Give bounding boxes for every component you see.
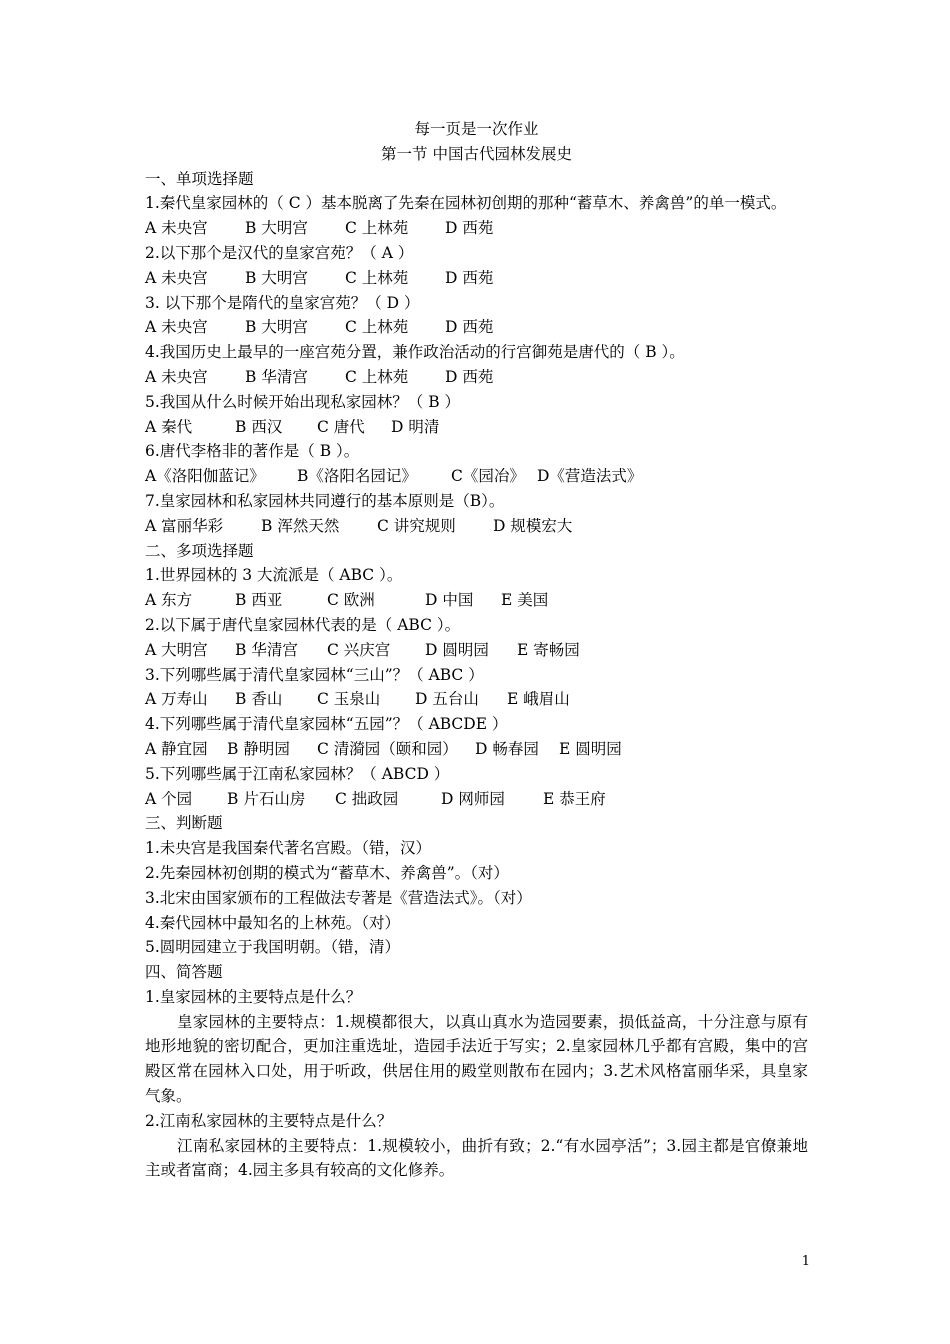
options-row xyxy=(145,737,808,762)
option: A 东方 xyxy=(145,591,193,610)
options-row xyxy=(145,315,808,340)
question-text: 6.唐代李格非的著作是（ B ）。 xyxy=(145,442,360,461)
options-row xyxy=(145,588,808,613)
option: C 玉泉山 xyxy=(317,690,381,709)
option: B《洛阳名园记》 xyxy=(297,467,417,486)
option: A 大明宫 xyxy=(145,640,208,659)
options-row xyxy=(145,638,808,663)
section-heading-single-choice: 一、单项选择题 xyxy=(145,169,254,188)
option: A《洛阳伽蓝记》 xyxy=(145,467,265,486)
option: C 拙政园 xyxy=(335,789,399,808)
option: E 寄畅园 xyxy=(517,640,580,659)
option: A 未央宫 xyxy=(145,219,208,238)
option: E 峨眉山 xyxy=(507,690,570,709)
options-row xyxy=(145,415,808,440)
section-heading-multiple-choice: 二、多项选择题 xyxy=(145,541,254,560)
option: D 五台山 xyxy=(415,690,479,709)
option: E 美国 xyxy=(501,591,549,610)
doc-header-line1: 每一页是一次作业 xyxy=(414,120,539,138)
options-row xyxy=(145,687,808,712)
question-text: 2.以下属于唐代皇家园林代表的是（ ABC ）。 xyxy=(145,615,461,634)
judgement-item: 1.未央宫是我国秦代著名宫殿。（错，汉） xyxy=(145,839,432,858)
option: C《园冶》 xyxy=(451,467,525,486)
option: A 静宜园 xyxy=(145,739,208,758)
option: D 规模宏大 xyxy=(493,516,573,535)
option: B 大明宫 xyxy=(245,318,308,337)
option: B 片石山房 xyxy=(227,789,306,808)
question-text: 1.秦代皇家园林的（ C ）基本脱离了先秦在园林初创期的那种“蓄草木、养禽兽”的单一模式。 xyxy=(145,194,787,213)
option: B 西亚 xyxy=(235,591,283,610)
question-text: 2.江南私家园林的主要特点是什么？ xyxy=(145,1111,393,1130)
option: D 网师园 xyxy=(441,789,505,808)
answer-paragraph: 皇家园林的主要特点：1.规模都很大，以真山真水为造园要素，损低益高，十分注意与原有地形地貌的密切配合，更加注重选址，造园手法近于写实；2.皇家园林几乎都有宫殿，集中的宫殿区常在园林入口处，用于听政，供居住用的殿堂则散布在园内；3.艺术风格富丽华采，具皇家气象。 xyxy=(145,1012,808,1106)
option: C 清漪园（颐和园） xyxy=(317,739,458,758)
option: C 上林苑 xyxy=(345,268,409,287)
option: A 万寿山 xyxy=(145,690,208,709)
judgement-item: 3.北宋由国家颁布的工程做法专著是《营造法式》。（对） xyxy=(145,888,532,907)
option: D 西苑 xyxy=(445,318,494,337)
option: E 圆明园 xyxy=(559,739,622,758)
options-row xyxy=(145,216,808,241)
question-text: 5.我国从什么时候开始出现私家园林？（ B ） xyxy=(145,392,461,411)
judgement-item: 2.先秦园林初创期的模式为“蓄草木、养禽兽”。（对） xyxy=(145,863,509,882)
option: C 兴庆宫 xyxy=(327,640,391,659)
options-row xyxy=(145,266,808,291)
option: B 华清宫 xyxy=(245,367,308,386)
question-text: 4.下列哪些属于清代皇家园林“五园”？（ ABCDE ） xyxy=(145,715,508,734)
option: C 上林苑 xyxy=(345,219,409,238)
options-row xyxy=(145,514,808,539)
option: B 静明园 xyxy=(227,739,290,758)
option: C 欧洲 xyxy=(327,591,375,610)
option: B 西汉 xyxy=(235,417,283,436)
judgement-item: 5.圆明园建立于我国明朝。（错，清） xyxy=(145,938,401,957)
option: E 恭王府 xyxy=(543,789,606,808)
option: C 讲究规则 xyxy=(377,516,456,535)
option: A 个园 xyxy=(145,789,193,808)
question-text: 4.我国历史上最早的一座宫苑分置，兼作政治活动的行宫御苑是唐代的（ B ）。 xyxy=(145,343,685,362)
option: C 唐代 xyxy=(317,417,365,436)
option: A 未央宫 xyxy=(145,318,208,337)
option: A 未央宫 xyxy=(145,268,208,287)
answer-paragraph: 江南私家园林的主要特点：1.规模较小，曲折有致；2.“有水园亭活”；3.园主都是官僚兼地主或者富商；4.园主多具有较高的文化修养。 xyxy=(145,1136,808,1180)
option: C 上林苑 xyxy=(345,318,409,337)
option: B 大明宫 xyxy=(245,268,308,287)
page-number: 1 xyxy=(801,1254,810,1269)
option: D 西苑 xyxy=(445,268,494,287)
option: A 未央宫 xyxy=(145,367,208,386)
option: B 浑然天然 xyxy=(261,516,340,535)
option: D 中国 xyxy=(425,591,474,610)
option: A 秦代 xyxy=(145,417,193,436)
judgement-item: 4.秦代园林中最知名的上林苑。（对） xyxy=(145,913,401,932)
section-heading-true-false: 三、判断题 xyxy=(145,814,223,833)
question-text: 3.下列哪些属于清代皇家园林“三山”？（ ABC ） xyxy=(145,665,484,684)
option: D 明清 xyxy=(391,417,440,436)
question-text: 3. 以下那个是隋代的皇家宫苑？（ D ） xyxy=(145,293,420,312)
option: D 西苑 xyxy=(445,367,494,386)
options-row xyxy=(145,464,808,489)
option: C 上林苑 xyxy=(345,367,409,386)
options-row xyxy=(145,365,808,390)
question-text: 2.以下那个是汉代的皇家宫苑？（ A ） xyxy=(145,243,414,262)
document-body xyxy=(145,117,808,1183)
option: B 华清宫 xyxy=(235,640,298,659)
option: D 圆明园 xyxy=(425,640,489,659)
option: D《营造法式》 xyxy=(537,467,643,486)
option: D 畅春园 xyxy=(475,739,539,758)
question-text: 5.下列哪些属于江南私家园林？（ ABCD ） xyxy=(145,764,450,783)
option: B 香山 xyxy=(235,690,283,709)
section-heading-short-answer: 四、简答题 xyxy=(145,963,223,982)
option: B 大明宫 xyxy=(245,219,308,238)
question-text: 7.皇家园林和私家园林共同遵行的基本原则是（B）。 xyxy=(145,491,505,510)
question-text: 1.皇家园林的主要特点是什么？ xyxy=(145,987,362,1006)
options-row xyxy=(145,787,808,812)
doc-title: 第一节 中国古代园林发展史 xyxy=(381,144,572,163)
question-text: 1.世界园林的 3 大流派是（ ABC ）。 xyxy=(145,566,403,585)
option: A 富丽华彩 xyxy=(145,516,224,535)
option: D 西苑 xyxy=(445,219,494,238)
